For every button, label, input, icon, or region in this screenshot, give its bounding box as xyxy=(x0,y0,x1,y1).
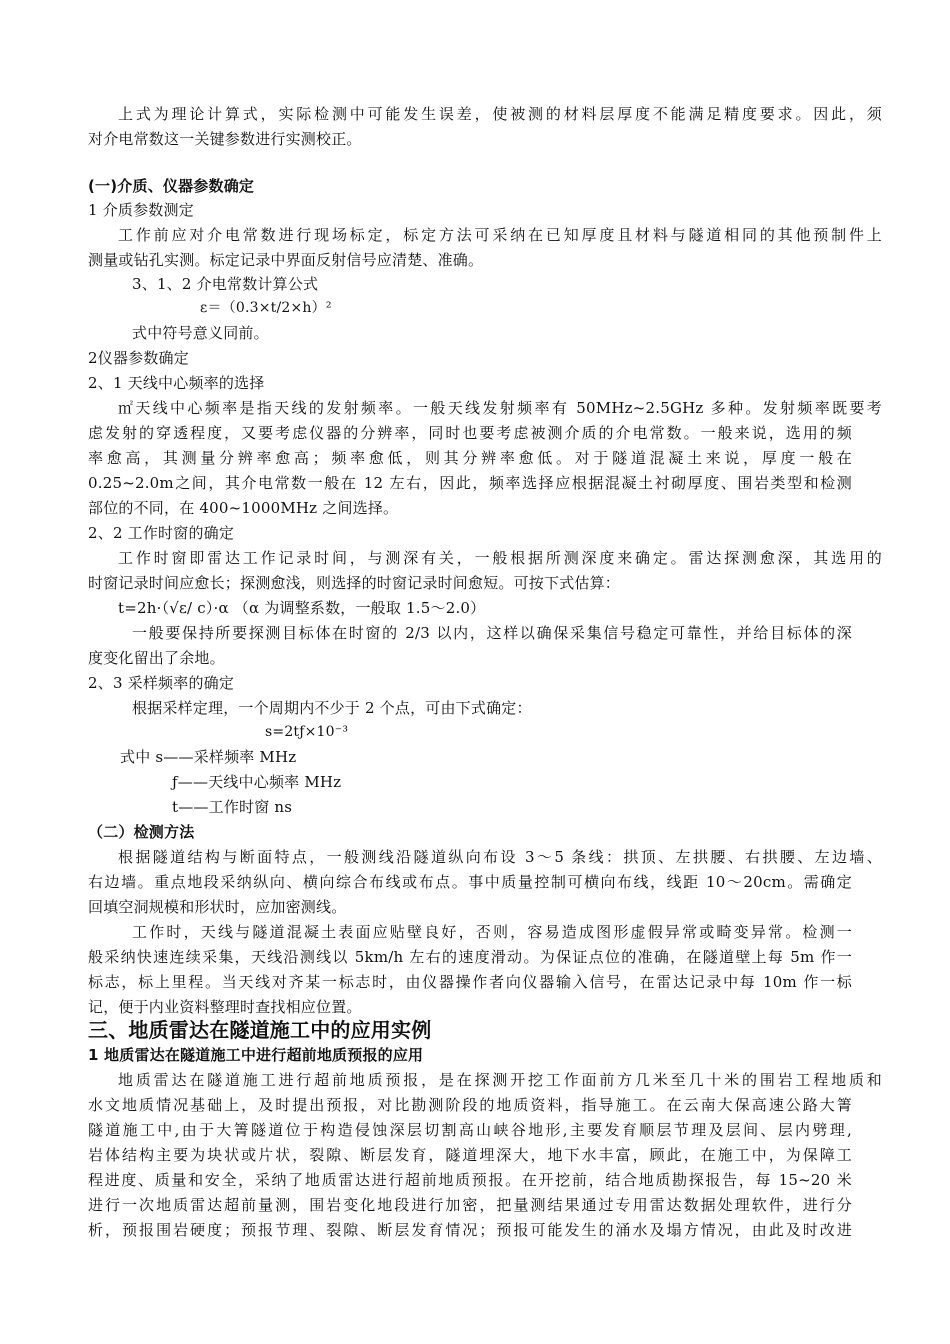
paragraph-line: 虑发射的穿透程度，又要考虑仪器的分辨率，同时也要考虑被测介质的介电常数。一般来说，选用的频 xyxy=(88,424,852,442)
paragraph-line: 部位的不同，在 400~1000MHz 之间选择。 xyxy=(88,499,399,517)
paragraph-line: 工作时，天线与隧道混凝土表面应贴壁良好，否则，容易造成图形虚假异常或畸变异常。检测一 xyxy=(132,923,852,941)
paragraph-line: 程进度、质量和安全，采纳了地质雷达进行超前地质预报。在开挖前，结合地质勘探报告，每 15~20 米 xyxy=(88,1171,852,1189)
paragraph-line: 回填空洞规模和形状时，应加密测线。 xyxy=(88,898,347,916)
paragraph-line: 工作前应对介电常数进行现场标定，标定方法可采纳在已知厚度且材料与隧道相同的其他预制件上 xyxy=(118,226,882,244)
paragraph-line: 根据采样定理，一个周期内不少于 2 个点，可由下式确定： xyxy=(132,699,532,717)
subsection-heading: 2、3 采样频率的确定 xyxy=(88,674,235,692)
symbol-definition: t——工作时窗 ns xyxy=(172,798,293,816)
subsection-heading: 2、2 工作时窗的确定 xyxy=(88,524,235,542)
paragraph-line: 工作时窗即雷达工作记录时间，与测深有关，一般根据所测深度来确定。雷达探测愈深，其选用的 xyxy=(118,549,882,567)
paragraph-line: 进行一次地质雷达超前量测，围岩变化地段进行加密，把量测结果通过专用雷达数据处理软件，进行分 xyxy=(88,1196,852,1214)
paragraph-line: 时窗记录时间应愈长；探测愈浅，则选择的时窗记录时间愈短。可按下式估算： xyxy=(88,574,621,592)
chapter-heading: 三、地质雷达在隧道施工中的应用实例 xyxy=(88,1018,432,1042)
subsection-heading: 3、1、2 介电常数计算公式 xyxy=(132,275,319,293)
paragraph-line: 度变化留出了余地。 xyxy=(88,649,225,667)
section-heading: （二）检测方法 xyxy=(88,823,195,841)
paragraph-line: ㎡天线中心频率是指天线的发射频率。一般天线发射频率有 50MHz~2.5GHz 多种。发射频率既要考 xyxy=(118,399,882,417)
symbol-definition: ƒ——天线中心频率 MHz xyxy=(172,773,342,791)
paragraph-line: 测量或钻孔实测。标定记录中界面反射信号应清楚、准确。 xyxy=(88,251,484,269)
formula: t=2h·（√ε/ c）·α （α 为调整系数，一般取 1.5～2.0） xyxy=(118,599,486,617)
paragraph-line: 一般要保持所要探测目标体在时窗的 2/3 以内，这样以确保采集信号稳定可靠性，并给目标体的深 xyxy=(132,624,852,642)
paragraph-line: 水文地质情况基础上，及时提出预报，对比勘测阶段的地质资料，指导施工。在云南大保高速公路大箐 xyxy=(88,1096,852,1114)
subsection-heading: 2仪器参数确定 xyxy=(88,349,189,367)
symbol-definition: 式中 s——采样频率 MHz xyxy=(120,748,297,766)
paragraph-line: 根据隧道结构与断面特点，一般测线沿隧道纵向布设 3～5 条线：拱顶、左拱腰、右拱腰、左边墙、 xyxy=(118,848,882,866)
paragraph-line: 记，便于内业资料整理时查找相应位置。 xyxy=(88,998,362,1016)
paragraph-line: 右边墙。重点地段采纳纵向、横向综合布线或布点。事中质量控制可横向布线，线距 10～20cm。需确定 xyxy=(88,873,852,891)
paragraph-line: 对介电常数这一关键参数进行实测校正。 xyxy=(88,130,362,148)
paragraph-line: 岩体结构主要为块状或片状，裂隙、断层发育，隧道埋深大，地下水丰富，顾此，在施工中，为保障工 xyxy=(88,1146,852,1164)
paragraph-line: 地质雷达在隧道施工进行超前地质预报，是在探测开挖工作面前方几米至几十米的围岩工程地质和 xyxy=(118,1071,882,1089)
paragraph-line: 般采纳快速连续采集，天线沿测线以 5km/h 左右的速度滑动。为保证点位的准确，在隧道壁上每 5m 作一 xyxy=(88,948,852,966)
subsection-heading: 1 介质参数测定 xyxy=(88,201,194,219)
paragraph-line: 标志，标上里程。当天线对齐某一标志时，由仪器操作者向仪器输入信号，在雷达记录中每 10m 作一标 xyxy=(88,973,852,991)
paragraph-line: 隧道施工中,由于大箐隧道位于构造侵蚀深层切割高山峡谷地形,主要发育顺层节理及层间、层内劈理, xyxy=(88,1121,852,1139)
formula: s=2tƒ×10⁻³ xyxy=(265,724,349,740)
formula: ε＝（0.3×t/2×h）² xyxy=(200,300,332,316)
paragraph-line: 析，预报围岩硬度；预报节理、裂隙、断层发育情况；预报可能发生的涌水及塌方情况，由此及时改进 xyxy=(88,1221,852,1239)
paragraph-line: 上式为理论计算式，实际检测中可能发生误差，使被测的材料层厚度不能满足精度要求。因此，须 xyxy=(118,105,882,123)
subsection-heading: 2、1 天线中心频率的选择 xyxy=(88,374,265,392)
section-heading: 1 地质雷达在隧道施工中进行超前地质预报的应用 xyxy=(88,1046,424,1064)
paragraph-line: 0.25~2.0m之间，其介电常数一般在 12 左右，因此，频率选择应根据混凝土衬砌厚度、围岩类型和检测 xyxy=(88,474,852,492)
paragraph-line: 式中符号意义同前。 xyxy=(132,324,269,342)
section-heading: (一)介质、仪器参数确定 xyxy=(88,177,255,195)
paragraph-line: 率愈高，其测量分辨率愈高；频率愈低，则其分辨率愈低。对于隧道混凝土来说，厚度一般在 xyxy=(88,449,852,467)
